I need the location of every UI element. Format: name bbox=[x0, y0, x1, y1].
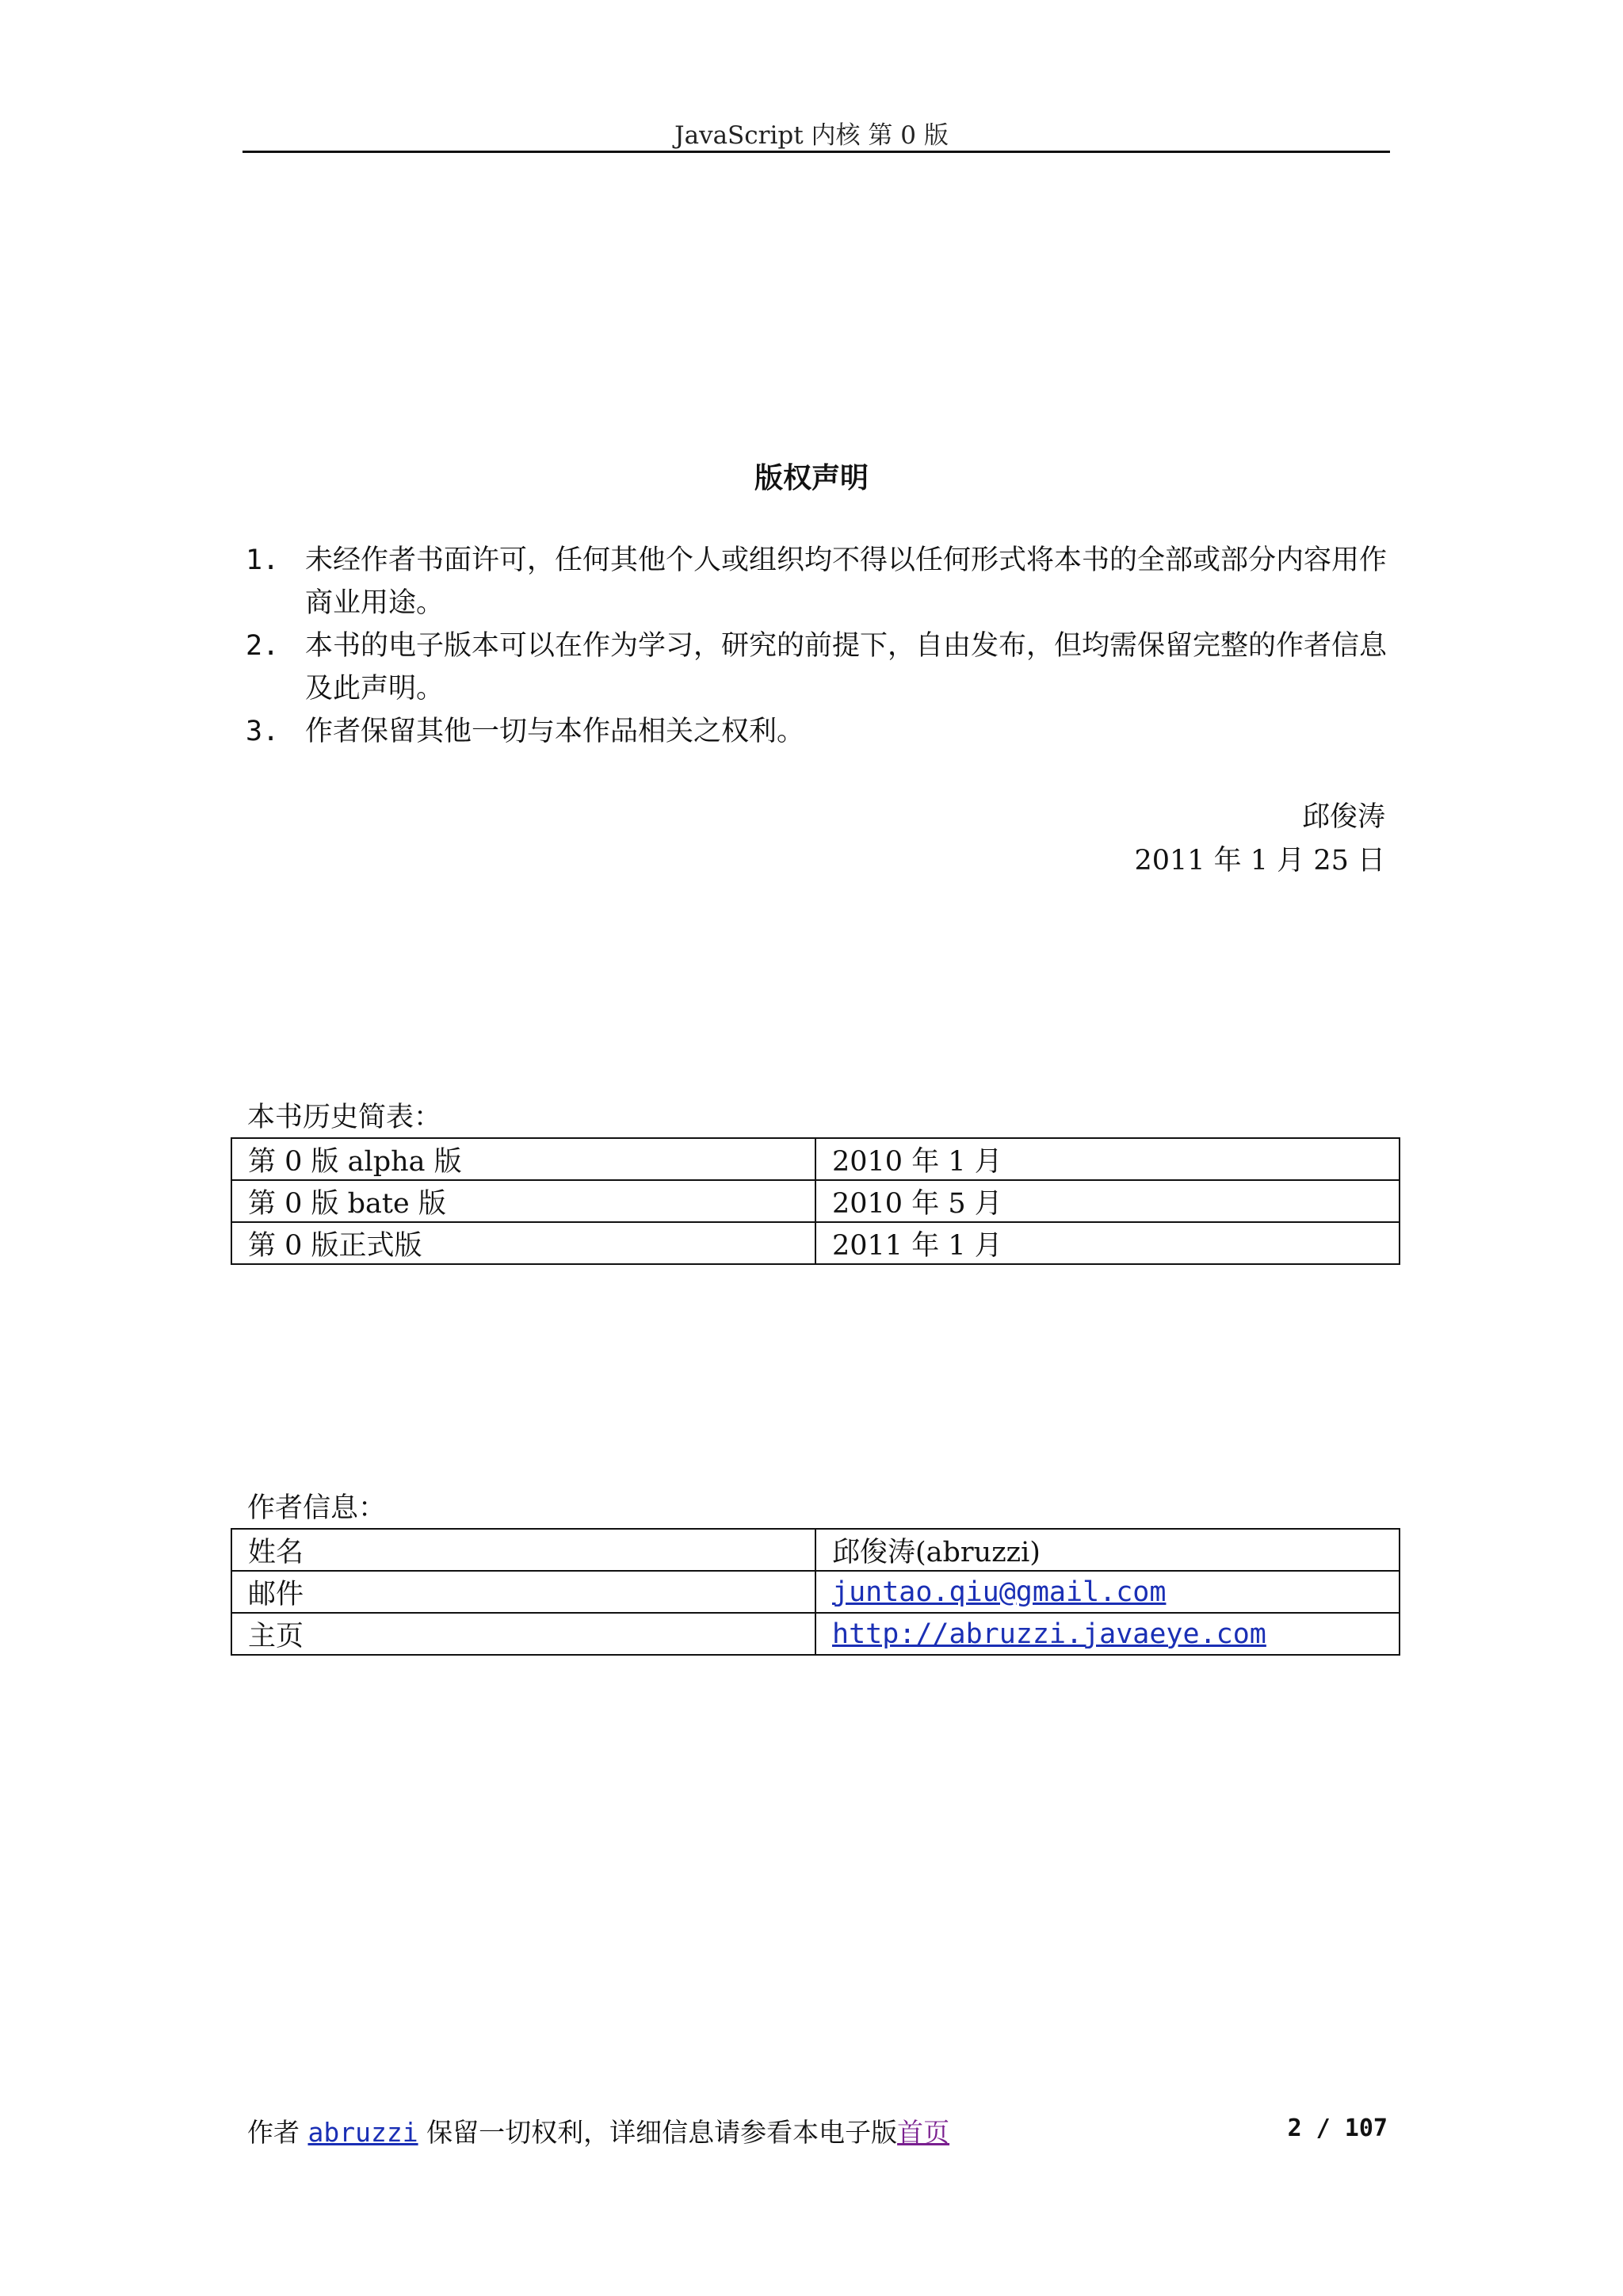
email-cell bbox=[815, 1571, 1400, 1613]
date-cell: 2011 年 1 月 bbox=[815, 1222, 1400, 1264]
copyright-item bbox=[246, 710, 1387, 753]
version-cell: 第 0 版正式版 bbox=[231, 1222, 815, 1264]
item-number: 2. bbox=[246, 630, 280, 662]
table-row bbox=[231, 1222, 1400, 1264]
copyright-item bbox=[246, 625, 1387, 710]
header-rule bbox=[242, 151, 1390, 153]
running-header: JavaScript 内核 第 0 版 bbox=[674, 121, 949, 150]
author-table bbox=[231, 1528, 1400, 1656]
item-text: 作者保留其他一切与本作品相关之权利。 bbox=[305, 716, 805, 747]
date-cell: 2010 年 5 月 bbox=[815, 1180, 1400, 1222]
footer-middle: 保留一切权利，详细信息请参看本电子版 bbox=[418, 2117, 898, 2148]
name-cell: 邱俊涛(abruzzi) bbox=[815, 1529, 1400, 1571]
table-row bbox=[231, 1180, 1400, 1222]
homepage-link[interactable]: http://abruzzi.javaeye.com bbox=[832, 1618, 1266, 1650]
footer-home-link[interactable]: 首页 bbox=[897, 2117, 950, 2148]
label-cell: 姓名 bbox=[231, 1529, 815, 1571]
page-number: 2 / 107 bbox=[1287, 2115, 1388, 2142]
footer-author-link[interactable]: abruzzi bbox=[307, 2117, 418, 2148]
table-row bbox=[231, 1529, 1400, 1571]
signature-date: 2011 年 1 月 25 日 bbox=[1134, 845, 1385, 877]
history-caption: 本书历史简表： bbox=[247, 1102, 442, 1133]
copyright-item bbox=[246, 539, 1387, 625]
item-number: 3. bbox=[246, 716, 280, 747]
item-text: 本书的电子版本可以在作为学习，研究的前提下，自由发布，但均需保留完整的作者信息及此声明。 bbox=[305, 630, 1388, 705]
version-cell: 第 0 版 bate 版 bbox=[231, 1180, 815, 1222]
author-caption: 作者信息： bbox=[247, 1492, 387, 1524]
date-cell: 2010 年 1 月 bbox=[815, 1138, 1400, 1180]
history-table bbox=[231, 1137, 1400, 1265]
signature-name: 邱俊涛 bbox=[1301, 801, 1385, 833]
version-cell: 第 0 版 alpha 版 bbox=[231, 1138, 815, 1180]
homepage-cell bbox=[815, 1613, 1400, 1655]
label-cell: 主页 bbox=[231, 1613, 815, 1655]
table-row bbox=[231, 1138, 1400, 1180]
table-row bbox=[231, 1613, 1400, 1655]
item-text: 未经作者书面许可，任何其他个人或组织均不得以任何形式将本书的全部或部分内容用作商业用途。 bbox=[305, 544, 1388, 619]
table-row bbox=[231, 1571, 1400, 1613]
label-cell: 邮件 bbox=[231, 1571, 815, 1613]
footer-prefix: 作者 bbox=[247, 2117, 308, 2148]
email-link[interactable]: juntao.qiu@gmail.com bbox=[832, 1576, 1167, 1608]
copyright-title: 版权声明 bbox=[754, 462, 869, 495]
page-footer bbox=[247, 2112, 949, 2149]
item-number: 1. bbox=[246, 544, 280, 576]
